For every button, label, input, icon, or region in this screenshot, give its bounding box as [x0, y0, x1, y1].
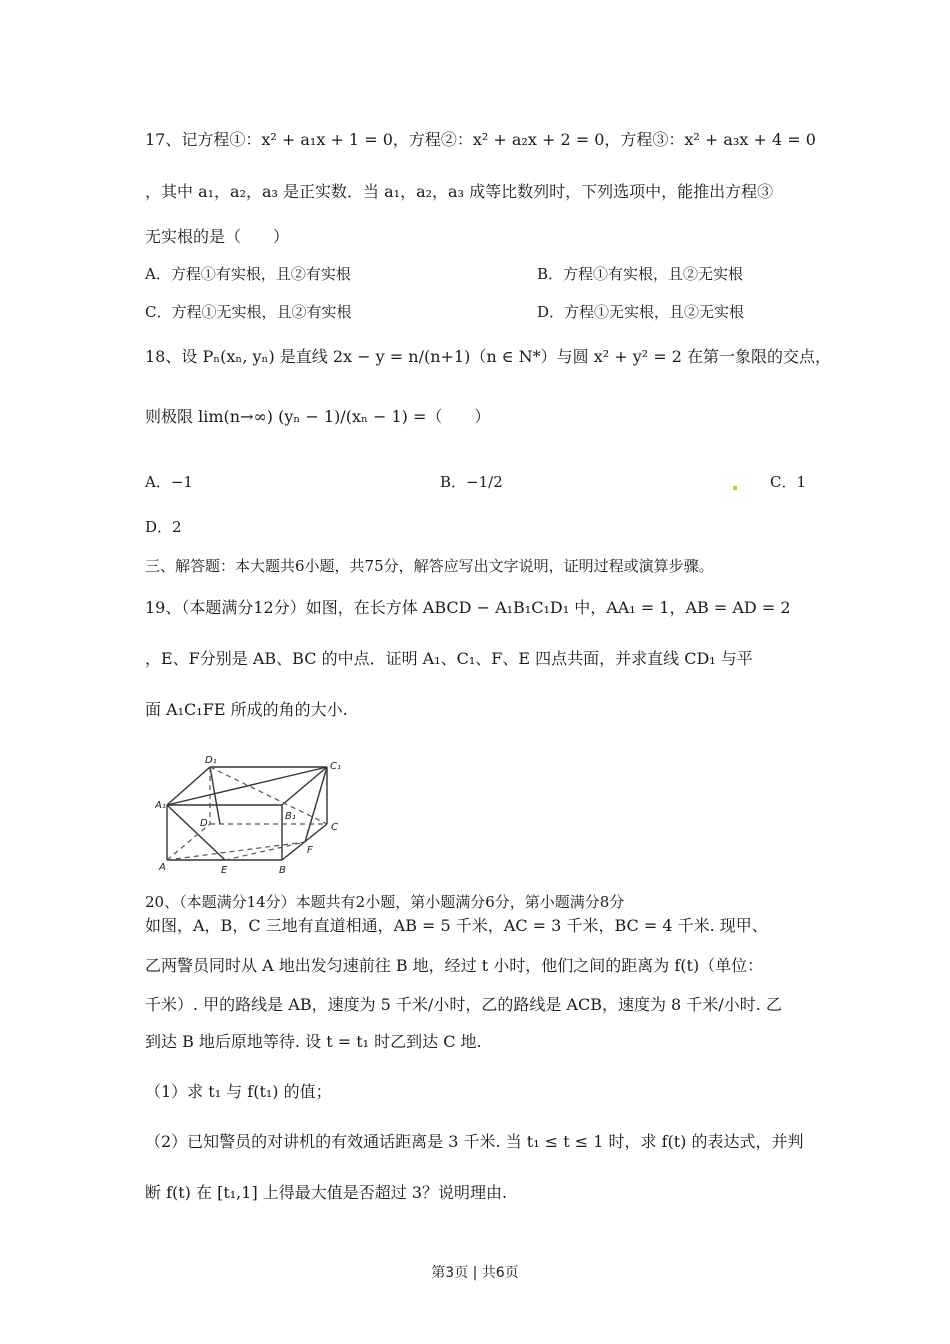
q20-line-1: 如图，A，B，C 三地有直道相通，AB = 5 千米，AC = 3 千米，BC = 4 千米. 现甲、	[145, 916, 768, 935]
q17-option-b: B．方程①有实根，且②无实根	[537, 265, 744, 283]
q17-option-a: A．方程①有实根，且②有实根	[145, 265, 351, 283]
q18-line-2: 则极限 lim(n→∞) (yₙ − 1)/(xₙ − 1) =（ ）	[145, 407, 491, 426]
q18-line-1: 18、设 Pₙ(xₙ, yₙ) 是直线 2x − y = n/(n+1)（n ∈ N*）与圆 x² + y² = 2 在第一象限的交点，	[145, 347, 832, 366]
page-footer: 第3页 | 共6页	[431, 1265, 519, 1281]
q19-line-2: ，E、F分别是 AB、BC 的中点．证明 A₁、C₁、F、E 四点共面，并求直线 CD₁ 与平	[145, 649, 753, 668]
label-B: B	[279, 865, 286, 876]
label-C1: C₁	[330, 761, 341, 772]
q17-line-1: 17、记方程①：x² + a₁x + 1 = 0，方程②：x² + a₂x + 2 = 0，方程③：x² + a₃x + 4 = 0	[145, 130, 816, 149]
q18-option-d: D．2	[145, 518, 182, 536]
q17-line-3: 无实根的是（ ）	[145, 227, 290, 246]
q20-line-2: 乙两警员同时从 A 地出发匀速前往 B 地，经过 t 小时，他们之间的距离为 f(t)（单位：	[145, 956, 764, 975]
cuboid-figure	[155, 752, 355, 877]
label-B1: B₁	[285, 811, 296, 822]
label-E: E	[221, 865, 228, 876]
q20-part-2-line-1: （2）已知警员的对讲机的有效通话距离是 3 千米. 当 t₁ ≤ t ≤ 1 时，求 f(t) 的表达式，并判	[145, 1132, 804, 1151]
label-D: D	[200, 818, 208, 829]
q20-part-2-line-2: 断 f(t) 在 [t₁,1] 上得最大值是否超过 3？说明理由.	[145, 1183, 508, 1202]
label-A1: A₁	[155, 800, 166, 811]
stray-dot	[733, 486, 737, 490]
q20-part-1: （1）求 t₁ 与 f(t₁) 的值；	[145, 1082, 332, 1101]
q18-option-a: A．−1	[145, 473, 193, 491]
q19-line-3: 面 A₁C₁FE 所成的角的大小.	[145, 700, 348, 719]
label-F: F	[307, 845, 313, 856]
q18-option-c: C．1	[770, 473, 807, 491]
q17-option-c: C．方程①无实根，且②有实根	[145, 303, 352, 321]
q20-line-4: 到达 B 地后原地等待. 设 t = t₁ 时乙到达 C 地.	[145, 1032, 482, 1051]
label-C: C	[331, 822, 338, 833]
line-A1C1	[167, 767, 327, 805]
q19-line-1: 19、（本题满分12分）如图，在长方体 ABCD − A₁B₁C₁D₁ 中，AA₁ = 1，AB = AD = 2	[145, 598, 791, 617]
line-D1C-hidden	[210, 767, 327, 824]
edge-AD-hidden	[167, 824, 210, 860]
q20-line-3: 千米）. 甲的路线是 AB，速度为 5 千米/小时，乙的路线是 ACB，速度为 8 千米/小时. 乙	[145, 995, 782, 1014]
q17-option-d: D．方程①无实根，且②无实根	[537, 303, 745, 321]
q17-line-2: ，其中 a₁，a₂，a₃ 是正实数．当 a₁，a₂，a₃ 成等比数列时，下列选项中，能推出方程③	[145, 182, 774, 201]
line-C1F	[305, 767, 327, 842]
section-heading: 三、解答题：本大题共6小题，共75分，解答应写出文字说明，证明过程或演算步骤。	[145, 557, 714, 575]
q20-header: 20、（本题满分14分）本题共有2小题，第小题满分6分，第小题满分8分	[145, 893, 625, 911]
q18-option-b: B．−1/2	[440, 473, 503, 491]
label-A: A	[159, 862, 166, 873]
label-D1: D₁	[205, 755, 217, 766]
line-D1-down	[210, 767, 220, 824]
line-A1E	[167, 805, 225, 860]
